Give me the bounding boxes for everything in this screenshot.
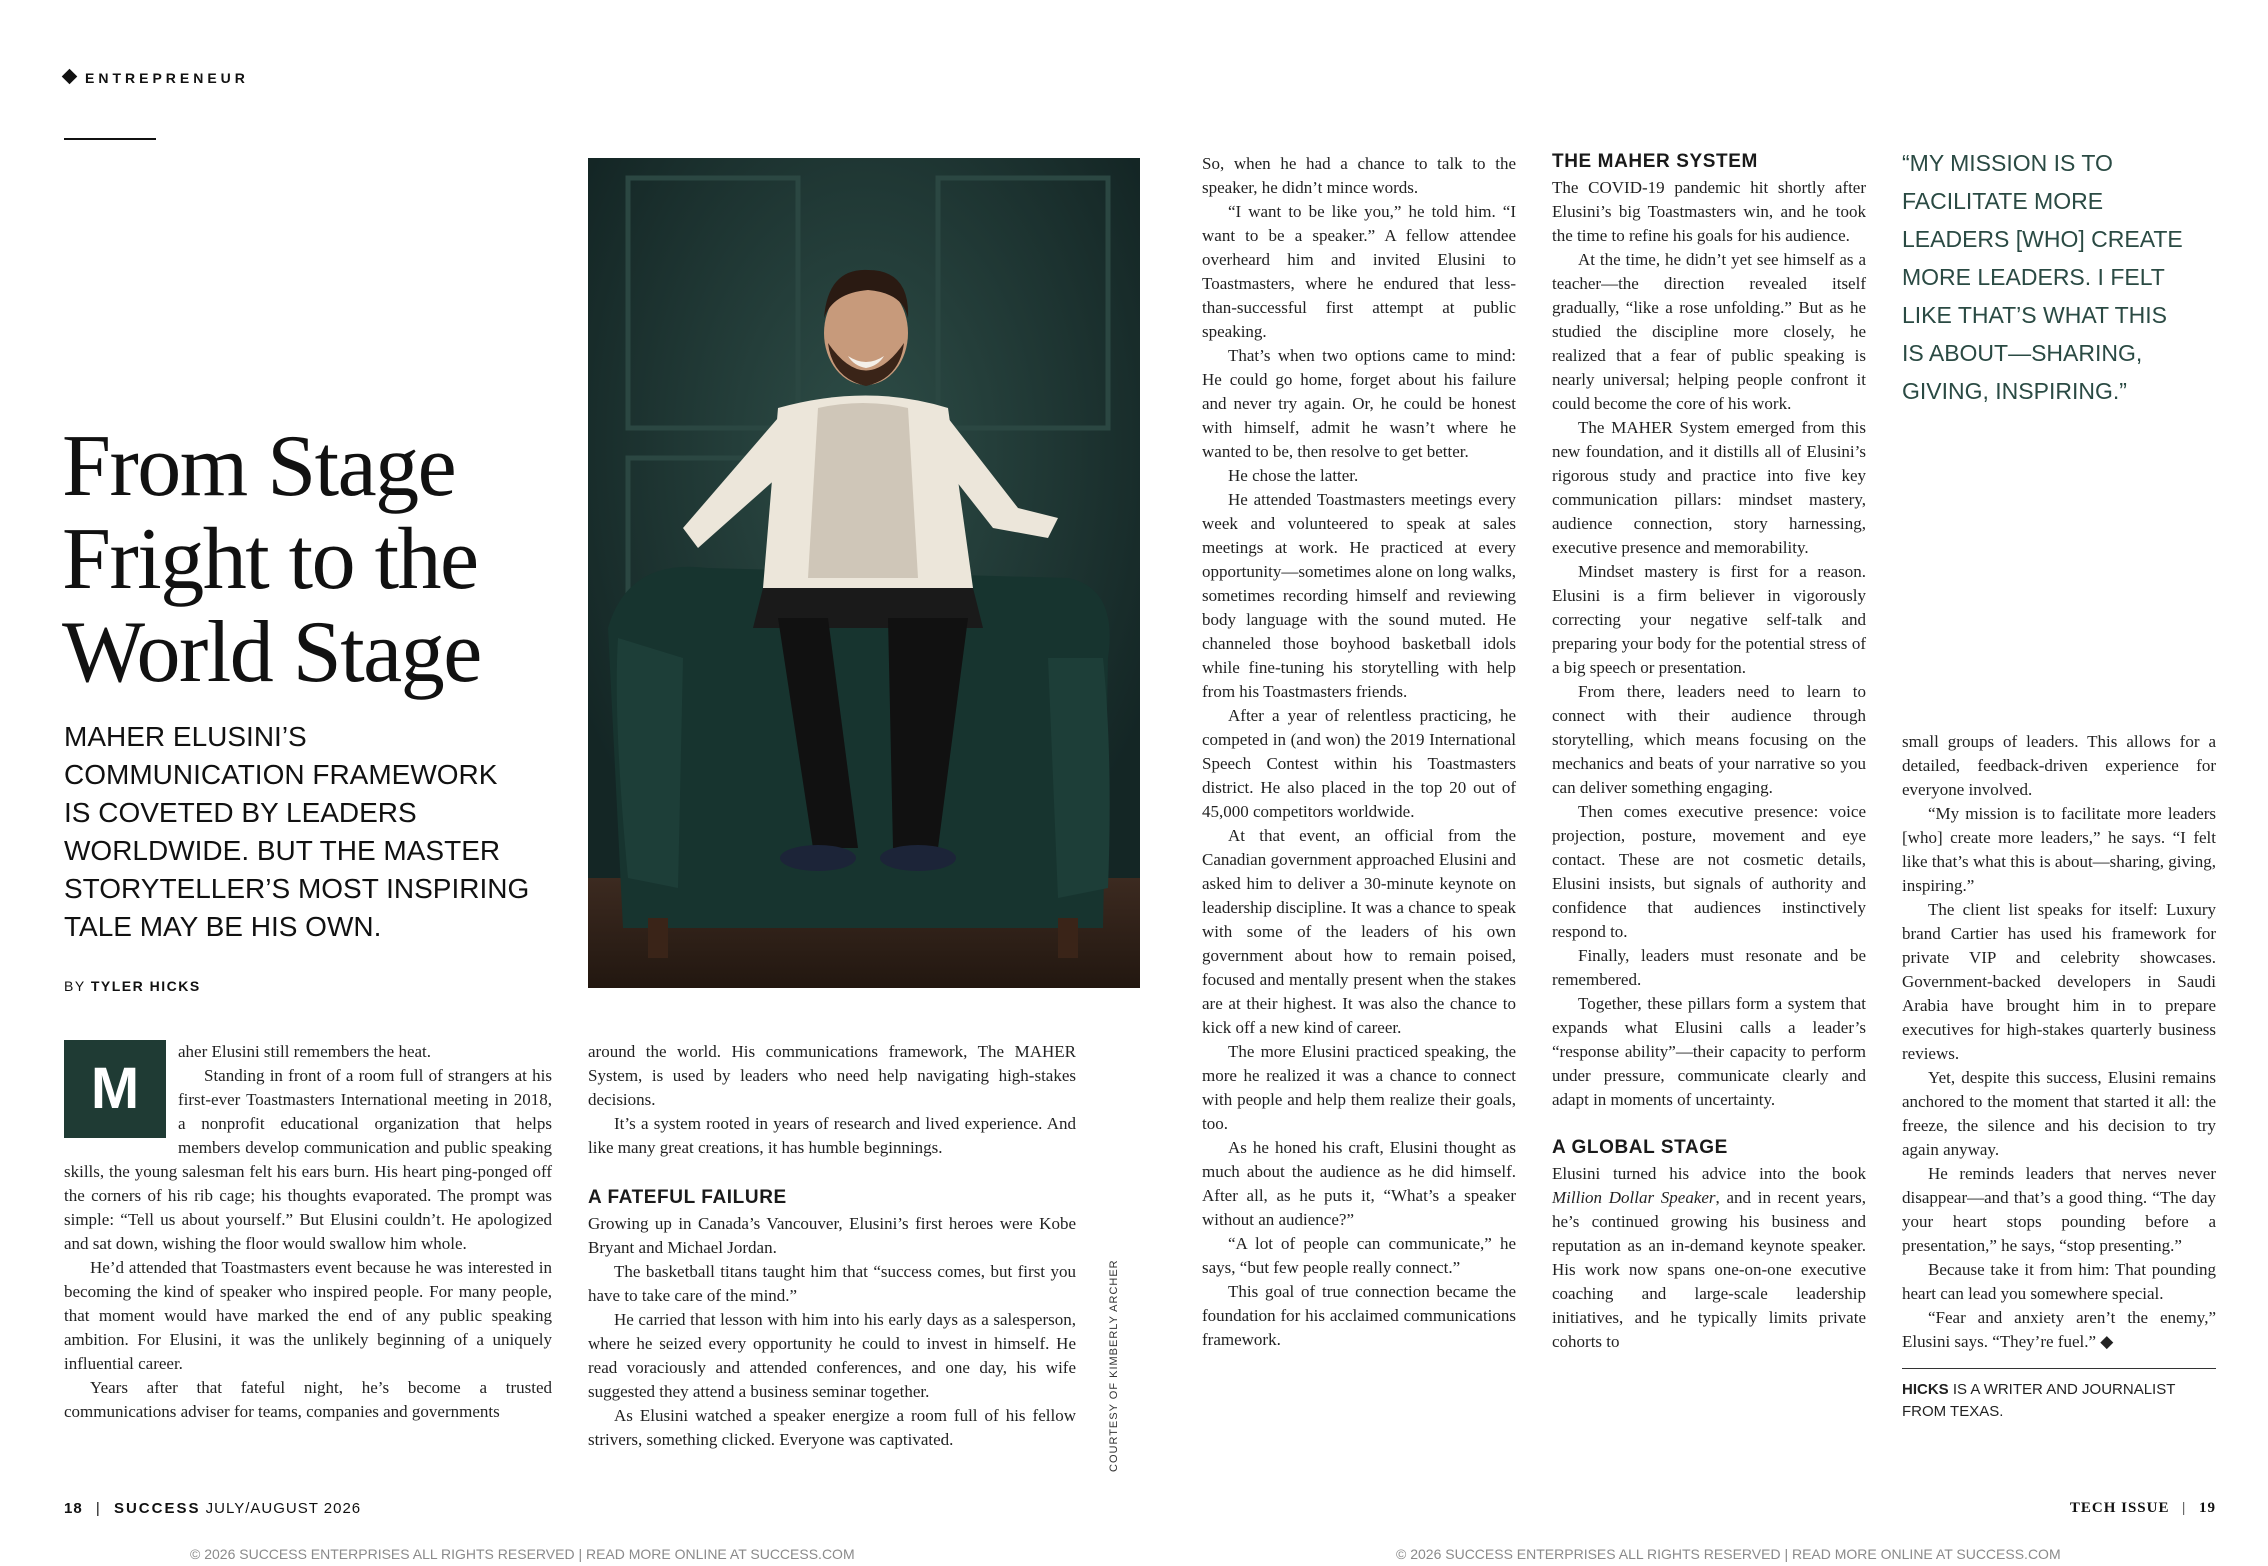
portrait-photo [588, 158, 1140, 988]
article-paragraph: This goal of true connection became the foundation for his acclaimed communications framework. [1202, 1282, 1516, 1349]
article-paragraph: He carried that lesson with him into his early days as a salesperson, where he seized every opportunity he could to invest in himself. He read voraciously and attended conferences, and one day, his wife suggested they attend a business seminar together. [588, 1310, 1076, 1401]
article-paragraph: Yet, despite this success, Elusini remains anchored to the moment that started it all: the freeze, the silence and his decision to try again anyway. [1902, 1068, 2216, 1159]
title-line: From Stage [62, 418, 456, 515]
pull-quote: “MY MISSION IS TO FACILITATE MORE LEADERS [WHO] CREATE MORE LEADERS. I FELT LIKE THAT’S WHAT THIS IS ABOUT—SHARING, GIVING, INSPIRING.” [1902, 150, 2183, 404]
article-paragraph: As he honed his craft, Elusini thought as much about the audience as he did himself. After all, as he puts it, “What’s a speaker without an audience?” [1202, 1138, 1516, 1229]
article-paragraph [1902, 1306, 2216, 1354]
end-mark-icon: ◆ [2100, 1332, 2114, 1351]
text-run: Elusini turned his advice into the book [1552, 1164, 1866, 1183]
title-line: Fright to the [62, 511, 478, 608]
article-paragraph: It’s a system rooted in years of research and lived experience. And like many great creations, it has humble beginnings. [588, 1114, 1076, 1157]
copyright-right: © 2026 SUCCESS ENTERPRISES ALL RIGHTS RESERVED | READ MORE ONLINE AT SUCCESS.COM [1396, 1546, 2061, 1562]
article-paragraph: “I want to be like you,” he told him. “I want to be a speaker.” A fellow attendee overheard him and invited Elusini to Toastmasters, where he endured that less-than-successful first attempt at public speaking. [1202, 202, 1516, 341]
article-paragraph: aher Elusini still remembers the heat. [178, 1042, 432, 1061]
section-label [64, 70, 249, 86]
article-paragraph: That’s when two options came to mind: He could go home, forget about his failure and never try again. Or, he could be honest with himself, admit he wasn’t where he wanted to be, then resolve to get better. [1202, 346, 1516, 461]
article-paragraph: small groups of leaders. This allows for a detailed, feedback-driven experience for everyone involved. [1902, 732, 2216, 799]
diamond-icon [62, 69, 78, 85]
bio-name: HICKS [1902, 1381, 1949, 1398]
section-heading: A GLOBAL STAGE [1552, 1137, 1728, 1158]
article-paragraph: Growing up in Canada’s Vancouver, Elusini’s first heroes were Kobe Bryant and Michael Jordan. [588, 1214, 1076, 1257]
issue-date: JULY/AUGUST 2026 [205, 1500, 362, 1517]
article-column-5 [1902, 730, 2216, 1423]
article-paragraph [1552, 1162, 1866, 1354]
article-paragraph: Then comes executive presence: voice projection, posture, movement and eye contact. These are not cosmetic details, Elusini insists, but signals of authority and confidence that audiences instinctively respond to. [1552, 802, 1866, 941]
article-paragraph: So, when he had a chance to talk to the speaker, he didn’t mince words. [1202, 154, 1516, 197]
article-paragraph: The COVID-19 pandemic hit shortly after Elusini’s big Toastmasters win, and he took the time to refine his goals for his audience. [1552, 178, 1866, 245]
article-column-2 [588, 1040, 1076, 1452]
article-paragraph: From there, leaders need to learn to connect with their audience through storytelling, which means focusing on the mechanics and beats of your narrative so you can deliver something engaging. [1552, 682, 1866, 797]
drop-cap: M [64, 1040, 166, 1138]
article-paragraph: around the world. His communications framework, The MAHER System, is used by leaders who need help navigating high-stakes decisions. [588, 1042, 1076, 1109]
copyright-left: © 2026 SUCCESS ENTERPRISES ALL RIGHTS RESERVED | READ MORE ONLINE AT SUCCESS.COM [190, 1546, 855, 1562]
folio-separator: | [95, 1500, 101, 1517]
article-paragraph: Finally, leaders must resonate and be remembered. [1552, 946, 1866, 989]
dek-line: STORYTELLER’S MOST INSPIRING [64, 873, 530, 904]
article-paragraph: The more Elusini practiced speaking, the more he realized it was a chance to connect with people and help them realize their goals, too. [1202, 1042, 1516, 1133]
article-paragraph: He chose the latter. [1228, 466, 1359, 485]
author-bio [1902, 1379, 2216, 1423]
article-paragraph: At the time, he didn’t yet see himself as a teacher—the direction revealed itself gradually, “like a rose unfolding.” But as he studied the discipline more closely, he realized that a fear of public speaking is nearly universal; helping people confront it could become the core of his work. [1552, 250, 1866, 413]
portrait-image [588, 158, 1140, 988]
section-rule [64, 138, 156, 140]
page-number: 19 [2199, 1500, 2216, 1516]
dek-line: IS COVETED BY LEADERS [64, 797, 417, 828]
article-dek [64, 718, 529, 946]
text-run: “Fear and anxiety aren’t the enemy,” Elusini says. “They’re fuel.” [1902, 1308, 2216, 1351]
page-number: 18 [64, 1500, 83, 1517]
section-heading: THE MAHER SYSTEM [1552, 151, 1758, 172]
dek-line: WORLDWIDE. BUT THE MASTER [64, 835, 501, 866]
article-paragraph: Standing in front of a room full of strangers at his first-ever Toastmasters International meeting in 2018, a nonprofit educational organization that helps members develop communication and public speaking skills, the young salesman felt his ears burn. His heart ping-ponged off the corners of his rib cage; his thoughts evaporated. The prompt was simple: “Tell us about yourself.” But Elusini couldn’t. He apologized and sat down, wishing the floor would swallow him whole. [64, 1066, 552, 1253]
article-paragraph: Because take it from him: That pounding heart can lead you somewhere special. [1902, 1260, 2216, 1303]
article-paragraph: “A lot of people can communicate,” he says, “but few people really connect.” [1202, 1234, 1516, 1277]
article-paragraph: He attended Toastmasters meetings every week and volunteered to speak at sales meetings at work. He practiced at every opportunity—sometimes alone on long walks, sometimes recording himself and reviewing body language with the sound muted. He channeled those boyhood basketball idols while fine-tuning his storytelling with help from his Toastmasters friends. [1202, 490, 1516, 701]
article-paragraph: Years after that fateful night, he’s become a trusted communications adviser for teams, companies and governments [64, 1378, 552, 1421]
article-paragraph: He reminds leaders that nerves never disappear—and that’s a good thing. “The day your heart stops pounding before a presentation,” he says, “stop presenting.” [1902, 1164, 2216, 1255]
article-paragraph: The MAHER System emerged from this new foundation, and it distills all of Elusini’s rigorous study and practice into five key communication pillars: mindset mastery, audience connection, story harnessing, executive presence and memorability. [1552, 418, 1866, 557]
book-title: Million Dollar Speaker [1552, 1188, 1716, 1207]
folio-right [2070, 1500, 2216, 1517]
byline [64, 978, 201, 994]
article-paragraph: Mindset mastery is first for a reason. Elusini is a firm believer in vigorously correcting your negative self-talk and preparing your body for the potential stress of a big speech or presentation. [1552, 562, 1866, 677]
dek-line: TALE MAY BE HIS OWN. [64, 911, 382, 942]
section-heading: A FATEFUL FAILURE [588, 1187, 787, 1208]
byline-prefix: BY [64, 978, 86, 994]
dek-line: COMMUNICATION FRAMEWORK [64, 759, 498, 790]
article-paragraph: The basketball titans taught him that “success comes, but first you have to take care of the mind.” [588, 1262, 1076, 1305]
article-paragraph: The client list speaks for itself: Luxury brand Cartier has used his framework for private VIP and celebrity showcases. Government-backed developers in Saudi Arabia have brought him in to prepare executives for high-stakes quarterly business reviews. [1902, 900, 2216, 1063]
byline-author: TYLER HICKS [90, 978, 201, 994]
article-paragraph: After a year of relentless practicing, he competed in (and won) the 2019 International Speech Contest within his Toastmasters district. He also placed in the top 20 out of 45,000 competitors worldwide. [1202, 706, 1516, 821]
article-column-1 [64, 1040, 552, 1424]
dek-line: MAHER ELUSINI’S [64, 721, 307, 752]
title-line: World Stage [62, 604, 481, 701]
folio-left [64, 1500, 361, 1517]
magazine-name: SUCCESS [113, 1500, 201, 1517]
bio-text: IS A WRITER AND JOURNALIST FROM TEXAS. [1902, 1381, 2176, 1420]
article-column-3 [1202, 152, 1516, 1352]
article-title [62, 420, 481, 699]
article-paragraph: At that event, an official from the Canadian government approached Elusini and asked him to deliver a 30-minute keynote on leadership discipline. It was a chance to speak with some of the leaders of his own government about how to remain poised, focused and mentally present when the stakes are at their highest. It was also the chance to kick off a new kind of career. [1202, 826, 1516, 1037]
article-column-4 [1552, 150, 1866, 1354]
article-paragraph: As Elusini watched a speaker energize a room full of his fellow strivers, something clicked. Everyone was captivated. [588, 1406, 1076, 1449]
bio-rule [1902, 1368, 2216, 1369]
folio-separator: | [2182, 1500, 2187, 1516]
article-paragraph: He’d attended that Toastmasters event because he was interested in becoming the kind of speaker who inspired people. For many people, that moment would have marked the end of any public speaking ambition. For Elusini, it was the unlikely beginning of a uniquely influential career. [64, 1258, 552, 1373]
text-run: , and in recent years, he’s continued growing his business and reputation as an in-demand keynote speaker. His work now spans one-on-one executive coaching and large-scale leadership initiatives, and he typically limits private cohorts to [1552, 1188, 1866, 1351]
photo-credit: COURTESY OF KIMBERLY ARCHER [1108, 1259, 1120, 1472]
issue-name: TECH ISSUE [2069, 1500, 2170, 1516]
article-paragraph: “My mission is to facilitate more leaders [who] create more leaders,” he says. “I felt like that’s what this is about—sharing, giving, inspiring.” [1902, 804, 2216, 895]
section-name: ENTREPRENEUR [85, 70, 249, 86]
article-paragraph: Together, these pillars form a system that expands what Elusini calls a leader’s “response ability”—their capacity to perform under pressure, communicate clearly and adapt in moments of uncertainty. [1552, 994, 1866, 1109]
